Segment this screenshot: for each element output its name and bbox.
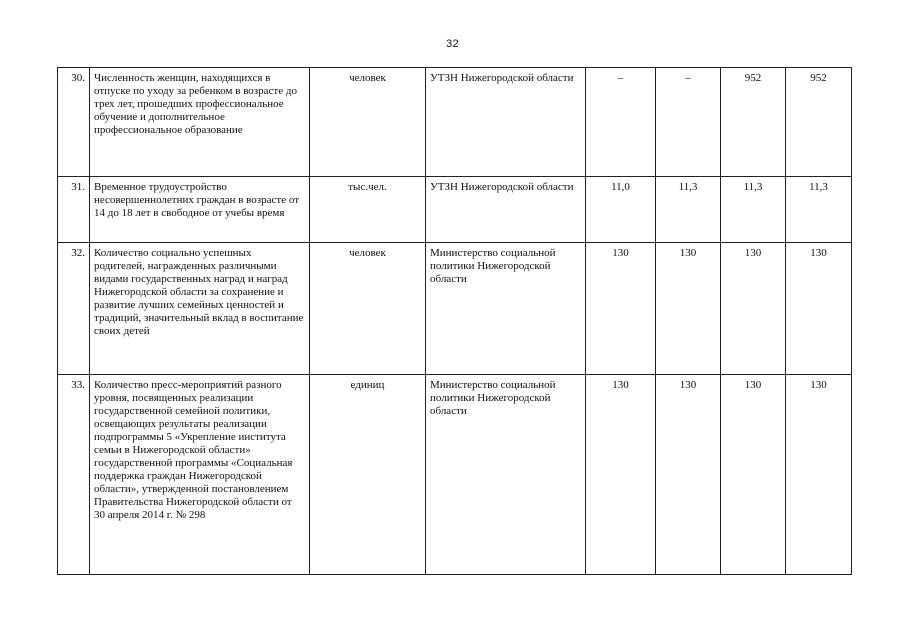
value-cell: 11,0 <box>586 177 656 243</box>
value-cell: 130 <box>786 375 852 575</box>
indicator-name: Количество социально успешных родителей, награжденных различными видами государственных наград и наград Нижегородской области за сохранение и развитие лучших семейных ценностей и традиций, значительный вклад в воспитание своих детей <box>90 243 310 375</box>
value-cell: 130 <box>586 243 656 375</box>
value-cell: – <box>586 68 656 177</box>
value-cell: 11,3 <box>786 177 852 243</box>
table-row <box>58 68 852 177</box>
value-cell: 11,3 <box>721 177 786 243</box>
responsible-body: Министерство социальной политики Нижегородской области <box>426 375 586 575</box>
unit-of-measure: тыс.чел. <box>310 177 426 243</box>
value-cell: 952 <box>786 68 852 177</box>
table-row <box>58 177 852 243</box>
value-cell: 130 <box>786 243 852 375</box>
row-number: 31. <box>58 177 90 243</box>
indicators-table <box>57 67 852 575</box>
page-number: 32 <box>446 38 459 50</box>
table-row <box>58 243 852 375</box>
value-cell: 130 <box>656 243 721 375</box>
unit-of-measure: единиц <box>310 375 426 575</box>
responsible-body: УТЗН Нижегородской области <box>426 177 586 243</box>
table-row <box>58 375 852 575</box>
value-cell: – <box>656 68 721 177</box>
indicator-name: Количество пресс-мероприятий разного уровня, посвященных реализации государственной семейной политики, освещающих результаты реализации подпрограммы 5 «Укрепление института семьи в Нижегородской области» государственной программы «Социальная поддержка граждан Нижегородской области», утвержденной постановлением Правительства Нижегородской области от 30 апреля 2014 г. № 298 <box>90 375 310 575</box>
value-cell: 130 <box>721 243 786 375</box>
row-number: 30. <box>58 68 90 177</box>
value-cell: 952 <box>721 68 786 177</box>
unit-of-measure: человек <box>310 68 426 177</box>
indicator-name: Временное трудоустройство несовершеннолетних граждан в возрасте от 14 до 18 лет в свободное от учебы время <box>90 177 310 243</box>
value-cell: 130 <box>586 375 656 575</box>
responsible-body: УТЗН Нижегородской области <box>426 68 586 177</box>
value-cell: 130 <box>656 375 721 575</box>
unit-of-measure: человек <box>310 243 426 375</box>
value-cell: 11,3 <box>656 177 721 243</box>
responsible-body: Министерство социальной политики Нижегородской области <box>426 243 586 375</box>
value-cell: 130 <box>721 375 786 575</box>
row-number: 33. <box>58 375 90 575</box>
indicator-name: Численность женщин, находящихся в отпуске по уходу за ребенком в возрасте до трех лет, прошедших профессиональное обучение и дополнительное профессиональное образование <box>90 68 310 177</box>
row-number: 32. <box>58 243 90 375</box>
